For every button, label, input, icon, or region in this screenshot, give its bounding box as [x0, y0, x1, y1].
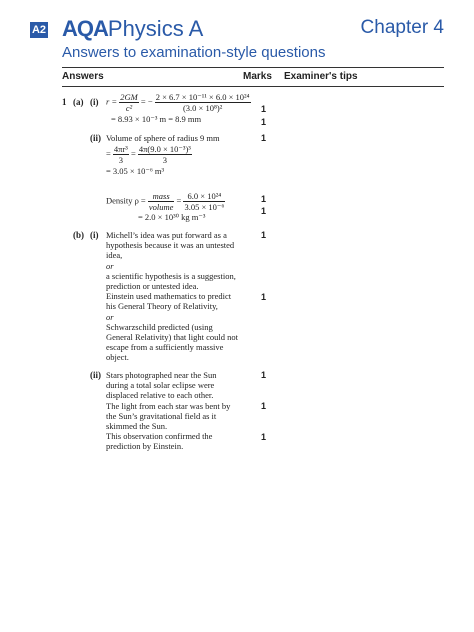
chapter-label: Chapter 4 — [360, 17, 444, 38]
part-a-i-label: (i) — [90, 97, 99, 107]
density-equation — [106, 191, 225, 212]
column-marks: Marks — [243, 71, 272, 82]
density-fraction-2-den: 3.05 × 10⁻⁶ — [184, 202, 225, 213]
answer-line: Einstein used mathematics to predict — [106, 291, 232, 302]
answer-line: skimmed the Sun. — [106, 421, 168, 432]
volume-fraction-1 — [113, 144, 129, 165]
part-a-ii-label: (ii) — [90, 133, 101, 143]
eq-fraction-1-num: 2GM — [120, 92, 138, 102]
answer-b-i — [106, 230, 238, 363]
brand-subject: Physics A — [107, 16, 204, 41]
eq-fraction-2-num: 2 × 6.7 × 10⁻¹¹ × 6.0 × 10²⁴ — [155, 92, 250, 102]
mark: 1 — [261, 206, 267, 216]
eq-sign: = — [106, 148, 111, 159]
volume-fraction-2-den: 3 — [162, 155, 167, 166]
volume-intro: Volume of sphere of radius 9 mm — [106, 133, 220, 143]
answer-or: or — [106, 260, 114, 271]
mark: 1 — [261, 117, 267, 127]
eq-mid: = − — [140, 96, 153, 107]
density-fraction-1-den: volume — [148, 202, 174, 213]
answer-line: his General Theory of Relativity, — [106, 301, 218, 312]
eq-fraction-1-den: c² — [125, 103, 133, 114]
mark: 1 — [261, 133, 267, 143]
answer-line: General Relativity) that light could not — [106, 332, 238, 343]
density-fraction-1 — [148, 191, 175, 212]
answer-line: displaced relative to each other. — [106, 390, 214, 401]
question-number: 1 — [62, 97, 67, 107]
volume-fraction-2 — [138, 144, 192, 165]
density-fraction-1-num: mass — [148, 191, 175, 202]
density-fraction-2-num: 6.0 × 10²⁴ — [183, 191, 225, 202]
answer-line: prediction or untested idea. — [106, 281, 199, 292]
header-rule-bottom — [62, 86, 444, 87]
column-answers: Answers — [62, 71, 104, 82]
answer-line: This observation confirmed the — [106, 431, 213, 442]
answer-line: prediction by Einstein. — [106, 441, 184, 452]
answer-line: a scientific hypothesis is a suggestion, — [106, 270, 236, 281]
answer-line: Stars photographed near the Sun — [106, 370, 217, 380]
page-subtitle: Answers to examination-style questions — [62, 44, 326, 61]
mark: 1 — [261, 401, 267, 411]
level-badge: A2 — [31, 24, 47, 36]
answer-line: escape from a sufficiently massive — [106, 342, 224, 353]
volume-fraction-2-num: 4π(9.0 × 10⁻³)³ — [138, 144, 191, 154]
header-rule-top — [62, 67, 444, 68]
part-b-i-label: (i) — [90, 230, 99, 240]
answer-line: hypothesis because it was an untested — [106, 240, 235, 251]
part-b-ii-label: (ii) — [90, 370, 101, 380]
radius-result: = 8.93 × 10⁻³ m = 8.9 mm — [111, 114, 202, 124]
answer-or: or — [106, 311, 114, 322]
density-lhs: Density ρ = — [106, 195, 146, 206]
brand-title — [62, 16, 203, 42]
density-result: = 2.0 × 10³⁰ kg m⁻³ — [138, 212, 206, 222]
mark: 1 — [261, 432, 267, 442]
mark: 1 — [261, 104, 267, 114]
eq-lhs: r = — [106, 96, 118, 107]
answer-b-ii — [106, 370, 230, 452]
eq-fraction-1 — [119, 92, 138, 113]
answer-line: the Sun’s gravitational field as it — [106, 410, 217, 421]
answer-line: The light from each star was bent by — [106, 400, 231, 411]
mark: 1 — [261, 194, 267, 204]
volume-equation — [106, 144, 192, 165]
part-b-label: (b) — [73, 230, 84, 240]
column-headers — [62, 71, 444, 83]
mark: 1 — [261, 292, 267, 302]
eq-fraction-2-den: (3.0 × 10⁸)² — [182, 103, 223, 114]
eq-sign: = — [130, 148, 136, 159]
volume-fraction-1-num: 4πr³ — [113, 144, 128, 154]
answer-line: idea, — [106, 250, 123, 261]
eq-sign: = — [176, 195, 182, 206]
volume-result: = 3.05 × 10⁻⁶ m³ — [106, 166, 165, 176]
answer-line: Schwarzschild predicted (using — [106, 321, 213, 332]
brand-logo-text: AQA — [62, 16, 108, 41]
volume-fraction-1-den: 3 — [118, 155, 123, 166]
eq-fraction-2 — [155, 92, 251, 113]
answer-line: during a total solar eclipse were — [106, 380, 215, 391]
column-tips: Examiner's tips — [284, 71, 358, 82]
answer-line: object. — [106, 352, 129, 363]
schwarzschild-equation — [106, 92, 251, 113]
part-a-label: (a) — [73, 97, 84, 107]
mark: 1 — [261, 370, 267, 380]
mark: 1 — [261, 230, 267, 240]
density-fraction-2 — [183, 191, 225, 212]
answer-line: Michell’s idea was put forward as a — [106, 230, 227, 240]
